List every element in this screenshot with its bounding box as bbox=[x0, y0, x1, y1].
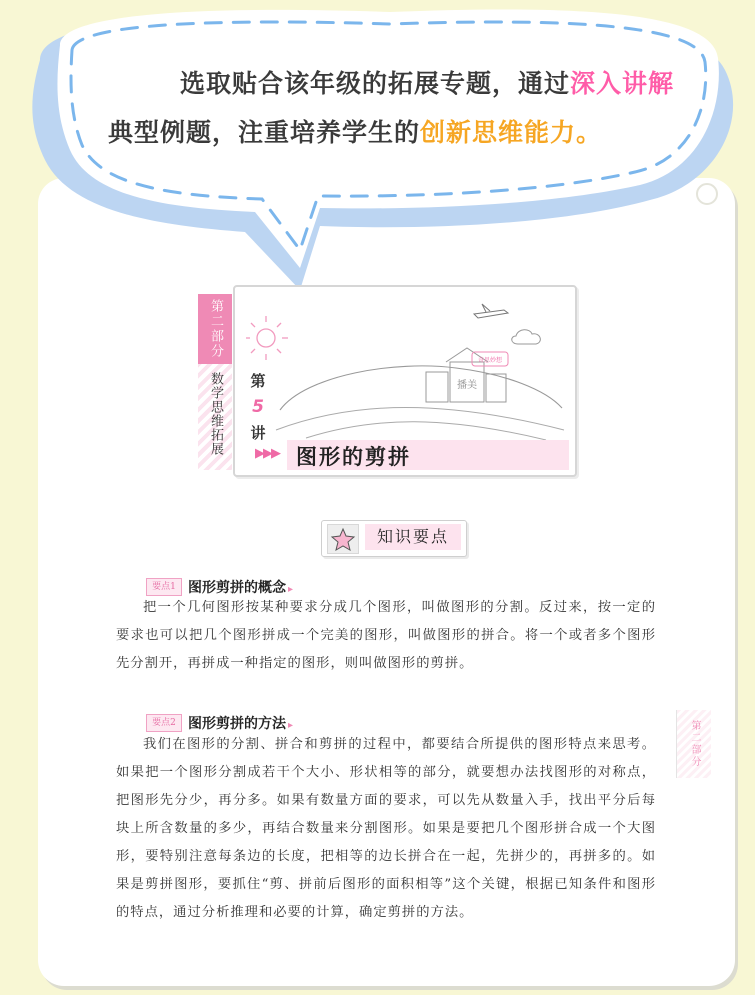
section-tag: 要点2 bbox=[146, 714, 182, 732]
intro-text: 选取贴合该年级的拓展专题，通过 bbox=[180, 69, 571, 98]
lesson-title: 图形的剪拼 bbox=[296, 444, 411, 469]
lecture-digit: 5 bbox=[252, 397, 264, 417]
section-title bbox=[188, 713, 293, 733]
intro-line-2 bbox=[108, 113, 708, 149]
star-icon-shape bbox=[328, 525, 358, 553]
triangle-icon: ▸ bbox=[288, 584, 294, 595]
intro-highlight-pink: 深入讲解 bbox=[570, 69, 675, 98]
star-icon bbox=[327, 524, 359, 554]
knowledge-label: 知识要点 bbox=[365, 524, 461, 550]
road-outline bbox=[276, 408, 564, 441]
cloud-doodle bbox=[512, 330, 541, 344]
triple-arrow-icon: ▶▶▶ bbox=[255, 446, 279, 461]
airplane-icon bbox=[474, 304, 508, 318]
section-paragraph: 把一个几何图形按某种要求分成几个图形，叫做图形的分割。反过来，按一定的要求也可以把几个图形拼成一个完美的图形，叫做图形的拼合。将一个或者多个图形先分割开，再拼成一种指定的图形，则叫做图形的剪拼。 bbox=[116, 600, 656, 671]
sketch-sign-text: 奇思妙想 bbox=[477, 357, 503, 364]
topic-label: 数学思维拓展 bbox=[208, 372, 223, 456]
section-title-text: 图形剪拼的概念 bbox=[188, 580, 286, 596]
section-paragraph: 我们在图形的分割、拼合和剪拼的过程中，都要结合所提供的图形特点来思考。如果把一个图形分割成若干个大小、形状相等的部分，就要想办法找图形的对称点，把图形先分少，再分多。如果有数量方面的要求，可以先从数量入手，找出平分后每块上所含数量的多少，再结合数量来分割图形。如果是要把几个图形拼合成一个大图形，要特别注意每条边的长度，把相等的边长拼合在一起，先拼少的，再拼多的。如果是剪拼图形，要抓住“剪、拼前后图形的面积相等”这个关键，根据已知条件和图形的特点，通过分析推理和必要的计算，确定剪拼的方法。 bbox=[116, 737, 656, 920]
triangle-icon: ▸ bbox=[288, 720, 294, 731]
intro-line-1 bbox=[180, 64, 755, 100]
edge-part-tab: 第二部分 bbox=[676, 710, 711, 778]
part-label: 第二部分 bbox=[198, 294, 232, 364]
lesson-illustration bbox=[246, 290, 568, 440]
section-title-text: 图形剪拼的方法 bbox=[188, 716, 286, 732]
section-tag: 要点1 bbox=[146, 578, 182, 596]
speech-cloud bbox=[0, 0, 755, 300]
part-side-tab bbox=[198, 294, 232, 470]
sketch-house-text: 播美 bbox=[457, 380, 477, 391]
hill-outline bbox=[280, 366, 562, 410]
intro-highlight-orange: 创新思维能力。 bbox=[420, 118, 603, 147]
lecture-suffix: 讲 bbox=[250, 424, 266, 442]
lecture-number bbox=[246, 368, 270, 446]
intro-text: 典型例题，注重培养学生的 bbox=[108, 118, 421, 147]
lecture-prefix: 第 bbox=[250, 372, 266, 390]
sun-icon bbox=[246, 316, 288, 360]
